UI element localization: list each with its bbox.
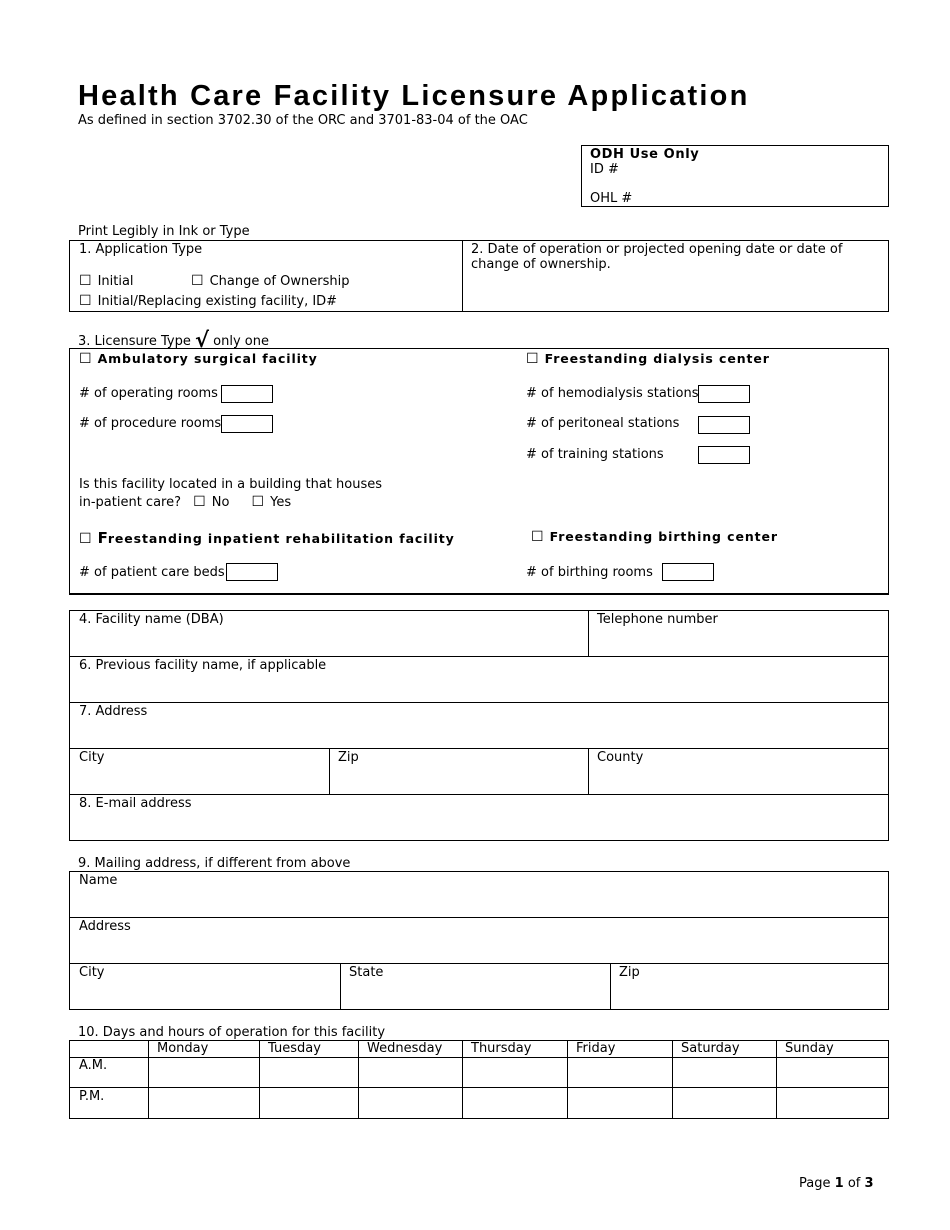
birthing-checkbox[interactable]: ☐	[531, 529, 544, 545]
ambulatory-label: Ambulatory surgical facility	[97, 351, 318, 366]
operating-rooms-input[interactable]	[221, 385, 273, 403]
initial-replacing-checkbox[interactable]: ☐	[79, 293, 92, 309]
page-total: 3	[864, 1176, 874, 1191]
licensure-type-prefix: 3. Licensure Type	[78, 334, 191, 349]
rehab-checkbox[interactable]: ☐	[79, 531, 92, 547]
city-field[interactable]: City	[79, 750, 105, 765]
rehab-option[interactable]	[79, 529, 455, 547]
telephone-field[interactable]: Telephone number	[597, 612, 718, 627]
licensure-type-suffix: only one	[213, 334, 269, 349]
training-input[interactable]	[698, 446, 750, 464]
licensure-type-section	[69, 348, 889, 595]
page-of-word: of	[847, 1176, 861, 1191]
procedure-rooms-label: # of procedure rooms	[79, 416, 222, 431]
birthing-rooms-label: # of birthing rooms	[526, 565, 653, 580]
date-operation-label-1: 2. Date of operation or projected opening date or date of	[471, 242, 843, 257]
dialysis-label: Freestanding dialysis center	[544, 351, 770, 366]
birthing-option[interactable]	[531, 529, 778, 545]
mailing-name-field[interactable]: Name	[79, 873, 118, 888]
inpatient-yes-label: Yes	[270, 495, 292, 510]
inpatient-yes-checkbox[interactable]: ☐	[251, 494, 265, 510]
day-header-friday: Friday	[576, 1041, 616, 1056]
ambulatory-option[interactable]	[79, 351, 318, 367]
am-row-label: A.M.	[79, 1058, 108, 1073]
date-operation-label-2: change of ownership.	[471, 257, 611, 272]
inpatient-question-text: in-patient care?	[79, 495, 182, 510]
patient-beds-input[interactable]	[226, 563, 278, 581]
print-note: Print Legibly in Ink or Type	[78, 224, 250, 239]
pm-row-label: P.M.	[79, 1089, 105, 1104]
day-header-wednesday: Wednesday	[367, 1041, 443, 1056]
zip-field[interactable]: Zip	[338, 750, 359, 765]
rehab-label: reestanding inpatient rehabilitation facility	[107, 531, 455, 546]
address-field[interactable]: 7. Address	[79, 704, 148, 719]
hours-label: 10. Days and hours of operation for this facility	[78, 1025, 386, 1040]
mailing-state-field[interactable]: State	[349, 965, 384, 980]
mailing-address-table	[69, 871, 889, 1010]
peritoneal-label: # of peritoneal stations	[526, 416, 680, 431]
initial-replacing-option[interactable]	[79, 293, 337, 309]
ambulatory-checkbox[interactable]: ☐	[79, 351, 92, 367]
procedure-rooms-input[interactable]	[221, 415, 273, 433]
inpatient-no-label: No	[211, 495, 230, 510]
page-title: Health Care Facility Licensure Application	[78, 80, 750, 112]
change-ownership-label: Change of Ownership	[209, 274, 350, 289]
page-current: 1	[834, 1176, 844, 1191]
application-type-section	[69, 240, 889, 312]
day-header-thursday: Thursday	[471, 1041, 532, 1056]
hours-table	[69, 1040, 889, 1119]
inpatient-no-checkbox[interactable]: ☐	[193, 494, 206, 510]
initial-option[interactable]	[79, 273, 134, 289]
facility-name-field[interactable]: 4. Facility name (DBA)	[79, 612, 224, 627]
change-ownership-option[interactable]	[191, 273, 349, 289]
application-type-label: 1. Application Type	[79, 242, 203, 257]
patient-beds-label: # of patient care beds	[79, 565, 225, 580]
odh-use-only-box	[581, 145, 889, 207]
mailing-zip-field[interactable]: Zip	[619, 965, 640, 980]
initial-replacing-label: Initial/Replacing existing facility, ID#	[97, 294, 338, 309]
peritoneal-input[interactable]	[698, 416, 750, 434]
dialysis-option[interactable]	[526, 351, 770, 367]
mailing-address-field[interactable]: Address	[79, 919, 131, 934]
county-field[interactable]: County	[597, 750, 644, 765]
page-subtitle: As defined in section 3702.30 of the ORC and 3701-83-04 of the OAC	[78, 113, 528, 128]
initial-checkbox[interactable]: ☐	[79, 273, 92, 289]
training-label: # of training stations	[526, 447, 664, 462]
inpatient-question-1: Is this facility located in a building that houses	[79, 477, 382, 492]
dialysis-checkbox[interactable]: ☐	[526, 351, 539, 367]
day-header-monday: Monday	[157, 1041, 209, 1056]
inpatient-question-2	[79, 494, 291, 510]
initial-label: Initial	[97, 274, 134, 289]
hemodialysis-label: # of hemodialysis stations	[526, 386, 699, 401]
checkmark-icon: √	[194, 328, 209, 352]
odh-id-label: ID #	[590, 162, 619, 177]
previous-name-field[interactable]: 6. Previous facility name, if applicable	[79, 658, 327, 673]
odh-heading: ODH Use Only	[590, 147, 700, 162]
day-header-tuesday: Tuesday	[268, 1041, 321, 1056]
birthing-label: Freestanding birthing center	[549, 529, 778, 544]
odh-ohl-label: OHL #	[590, 191, 633, 206]
mailing-city-field[interactable]: City	[79, 965, 105, 980]
facility-info-table	[69, 610, 889, 841]
page-word: Page	[799, 1176, 831, 1191]
operating-rooms-label: # of operating rooms	[79, 386, 218, 401]
email-field[interactable]: 8. E-mail address	[79, 796, 192, 811]
day-header-sunday: Sunday	[785, 1041, 834, 1056]
hemodialysis-input[interactable]	[698, 385, 750, 403]
birthing-rooms-input[interactable]	[662, 563, 714, 581]
mailing-label: 9. Mailing address, if different from above	[78, 856, 351, 871]
rehab-label-first: F	[97, 529, 108, 547]
page-number	[799, 1176, 874, 1191]
change-ownership-checkbox[interactable]: ☐	[191, 273, 204, 289]
day-header-saturday: Saturday	[681, 1041, 740, 1056]
